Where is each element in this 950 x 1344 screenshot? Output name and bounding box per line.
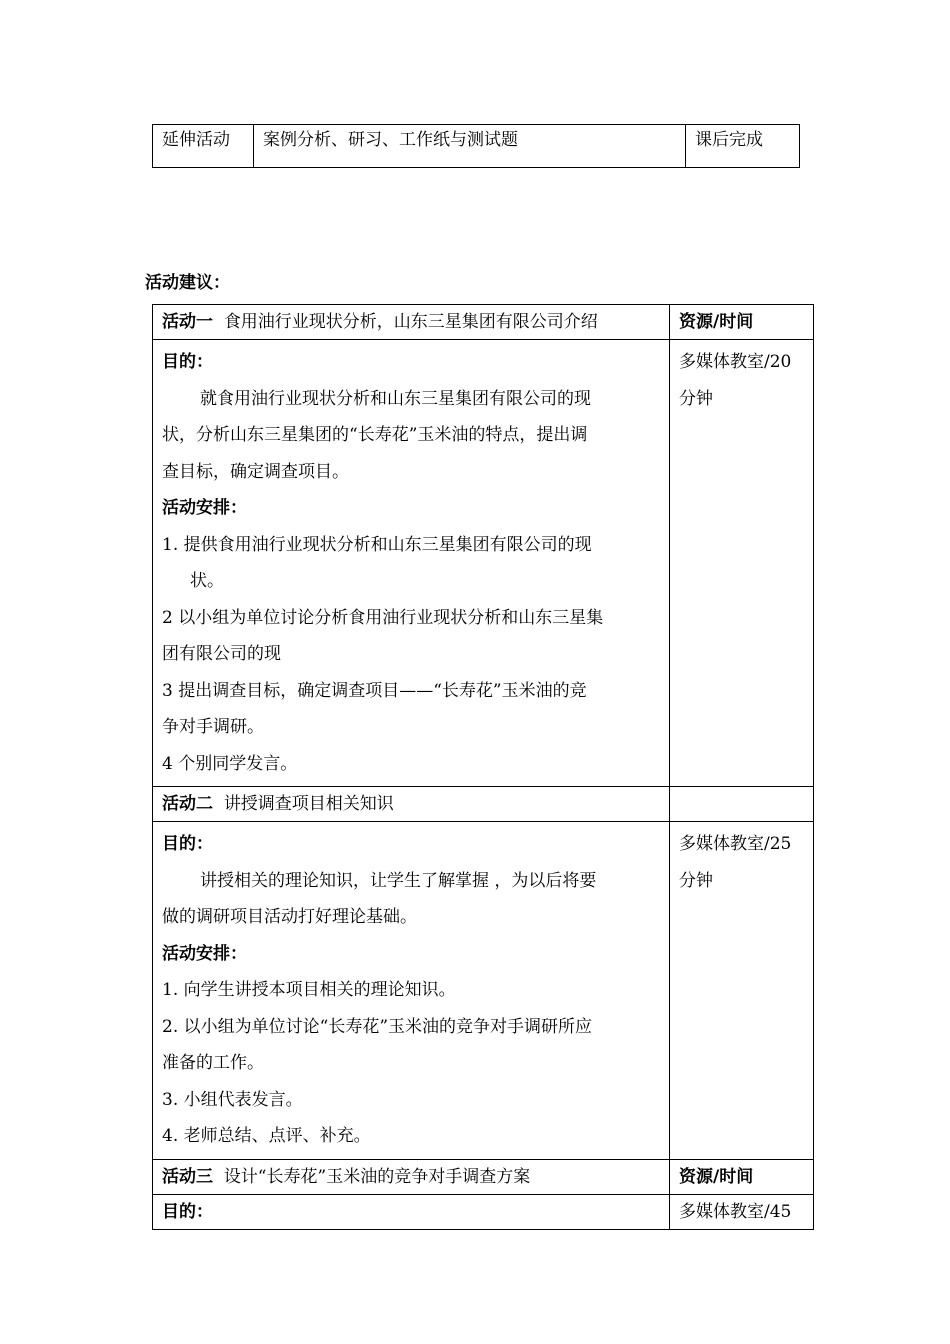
activity-2-body-cell bbox=[153, 822, 670, 1160]
extension-activity-table bbox=[152, 124, 800, 168]
activity-2-arrange-line: 4. 老师总结、点评、补充。 bbox=[162, 1126, 371, 1146]
activity-3-purpose-label: 目的： bbox=[162, 1201, 213, 1222]
table-row bbox=[153, 1194, 814, 1229]
activity-1-arrange-line: 团有限公司的现 bbox=[162, 644, 281, 664]
activity-1-title: 食用油行业现状分析，山东三星集团有限公司介绍 bbox=[223, 312, 598, 332]
activity-1-purpose-label: 目的： bbox=[162, 352, 213, 372]
activity-3-resource-header: 资源/时间 bbox=[670, 1159, 814, 1194]
activity-3-resource-cell bbox=[670, 1194, 814, 1229]
activity-2-purpose-line: 讲授相关的理论知识，让学生了解掌握 ，为以后将要 bbox=[200, 870, 597, 891]
activity-1-resource-header: 资源/时间 bbox=[670, 305, 814, 340]
table-row bbox=[153, 822, 814, 1160]
activity-3-title-cell bbox=[153, 1159, 670, 1194]
extension-label-cell: 延伸活动 bbox=[153, 125, 254, 168]
activity-2-arrange-line: 准备的工作。 bbox=[162, 1053, 264, 1073]
section-heading: 活动建议： bbox=[145, 273, 230, 293]
table-row bbox=[153, 305, 814, 340]
activity-1-purpose-line: 就食用油行业现状分析和山东三星集团有限公司的现 bbox=[200, 388, 591, 409]
activity-1-label: 活动一 bbox=[162, 312, 213, 332]
activity-2-label: 活动二 bbox=[162, 794, 213, 814]
activity-3-resource-line: 多媒体教室/45 bbox=[679, 1201, 792, 1222]
activity-2-resource-cell bbox=[670, 822, 814, 1160]
activity-2-title: 讲授调查项目相关知识 bbox=[223, 794, 394, 814]
table-row bbox=[153, 340, 814, 787]
activity-1-title-cell bbox=[153, 305, 670, 340]
activity-1-arrange-line: 3 提出调查目标，确定调查项目——“长寿花”玉米油的竞 bbox=[162, 680, 587, 701]
activity-1-arrange-line: 争对手调研。 bbox=[162, 717, 264, 737]
activity-2-arrange-line: 3. 小组代表发言。 bbox=[162, 1089, 303, 1110]
activity-2-purpose-line: 做的调研项目活动打好理论基础。 bbox=[162, 907, 417, 927]
activity-3-body-cell bbox=[153, 1194, 670, 1229]
activity-2-arrange-line: 1. 向学生讲授本项目相关的理论知识。 bbox=[162, 980, 456, 1000]
activity-2-arrange-line: 2. 以小组为单位讨论“长寿花”玉米油的竞争对手调研所应 bbox=[162, 1016, 593, 1037]
activity-3-label: 活动三 bbox=[162, 1166, 213, 1187]
table-row bbox=[153, 1159, 814, 1194]
activity-2-resource-header bbox=[670, 787, 814, 822]
activity-1-resource-cell bbox=[670, 340, 814, 787]
activity-1-purpose-line: 状，分析山东三星集团的“长寿花”玉米油的特点，提出调 bbox=[162, 425, 588, 445]
activity-1-resource-line: 分钟 bbox=[679, 389, 713, 409]
activity-2-resource-line: 分钟 bbox=[679, 871, 713, 891]
activity-3-title: 设计“长寿花”玉米油的竞争对手调查方案 bbox=[223, 1166, 531, 1187]
activity-1-purpose-line: 查目标，确定调查项目。 bbox=[162, 461, 349, 482]
activity-2-title-cell bbox=[153, 787, 670, 822]
activity-1-arrange-label: 活动安排： bbox=[162, 498, 247, 518]
activity-table bbox=[152, 304, 814, 1230]
activity-1-arrange-line: 状。 bbox=[190, 571, 224, 591]
extension-time-cell: 课后完成 bbox=[686, 125, 800, 168]
activity-2-purpose-label: 目的： bbox=[162, 834, 213, 854]
activity-1-resource-line: 多媒体教室/20 bbox=[679, 352, 792, 372]
activity-1-arrange-line: 1. 提供食用油行业现状分析和山东三星集团有限公司的现 bbox=[162, 534, 592, 555]
activity-2-arrange-label: 活动安排： bbox=[162, 943, 247, 964]
activity-1-arrange-line: 2 以小组为单位讨论分析食用油行业现状分析和山东三星集 bbox=[162, 607, 604, 628]
extension-content-cell: 案例分析、研习、工作纸与测试题 bbox=[254, 125, 686, 168]
table-row bbox=[153, 125, 800, 168]
activity-1-body-cell bbox=[153, 340, 670, 787]
table-row bbox=[153, 787, 814, 822]
activity-1-arrange-line: 4 个别同学发言。 bbox=[162, 753, 298, 774]
activity-2-resource-line: 多媒体教室/25 bbox=[679, 834, 792, 854]
